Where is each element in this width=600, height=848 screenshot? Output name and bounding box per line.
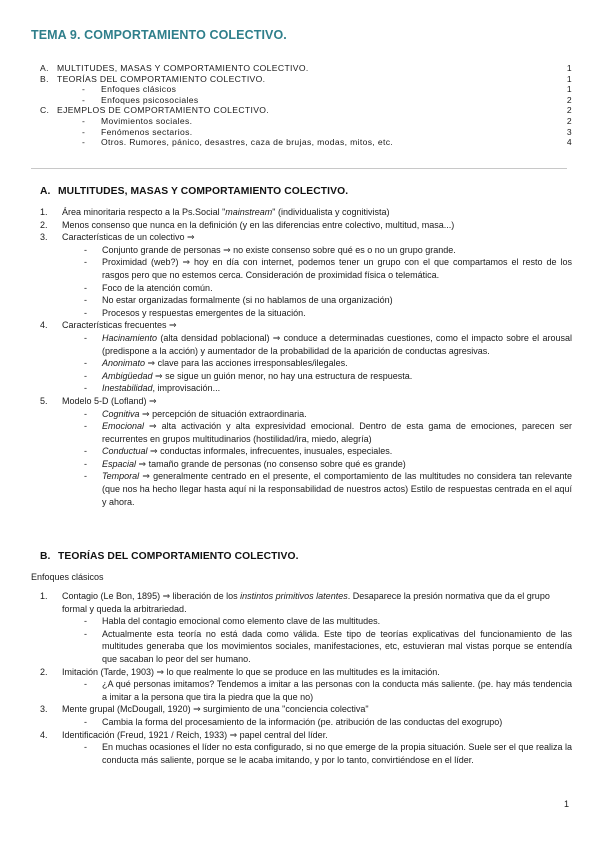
list-item: 1. Contagio (Le Bon, 1895) ⇒ liberación de los instintos primitivos latentes. Desaparece la presión normativa que da el grupo formal y queda la arbitrariedad.	[40, 591, 550, 614]
list-item: 4. Identificación (Freud, 1921 / Reich, 1933) ⇒ papel central del líder.	[40, 729, 328, 740]
toc-subentry[interactable]: - Otros. Rumores, pánico, desastres, caza de brujas, modas, mitos, etc. 4	[82, 137, 572, 148]
sub-item: - Actualmente esta teoría no está dada como válida. Este tipo de teorías explicativas del funcionamiento de las multitudes generaba que los movimientos sociales, manifestaciones, etc, estuvieran mal vistas porque se entendía que sacaban lo peor del ser humano.	[84, 628, 572, 664]
sub-item: - En muchas ocasiones el líder no esta configurado, si no que emerge de la propia situación. Suele ser el que realiza la conducta más saliente, porque se le acaba imitando, y por lo tanto, convirtiéndose en el líder.	[84, 742, 572, 765]
sub-item: - ¿A qué personas imitamos? Tendemos a imitar a las personas con la conducta más saliente. (pe. hay más tendencia a imitar a la persona que tira la piedra que la que no)	[84, 679, 572, 702]
sub-item: - Ambigüedad ⇒ se sigue un guión menor, no hay una estructura de respuesta.	[84, 370, 413, 381]
toc-subentry[interactable]: - Fenómenos sectarios. 3	[82, 126, 572, 137]
section-b-body	[40, 590, 572, 766]
list-item: 5. Modelo 5-D (Lofland) ⇒	[40, 395, 157, 406]
sub-item: - Anonimato ⇒ clave para las acciones irresponsables/ilegales.	[84, 358, 348, 369]
toc-subentry[interactable]: - Enfoques clásicos 1	[82, 84, 572, 95]
sub-item: - Cognitiva ⇒ percepción de situación extraordinaria.	[84, 408, 307, 419]
toc-entry[interactable]: A. MULTITUDES, MASAS Y COMPORTAMIENTO COLECTIVO. 1	[40, 63, 572, 73]
list-item: 2. Menos consenso que nunca en la definición (y en las diferencias entre colectivo, multitud, masa...)	[40, 219, 455, 230]
page-number: 1	[564, 799, 570, 809]
list-item: 4. Características frecuentes ⇒	[40, 320, 177, 331]
list-item: 3. Mente grupal (McDougall, 1920) ⇒ surgimiento de una "conciencia colectiva"	[40, 704, 369, 715]
section-b-heading: B. TEORÍAS DEL COMPORTAMIENTO COLECTIVO.	[40, 551, 299, 562]
toc-subentry[interactable]: - Enfoques psicosociales 2	[82, 94, 572, 105]
list-item: 1. Área minoritaria respecto a la Ps.Social "mainstream" (individualista y cognitivista)	[40, 207, 390, 217]
list-item: 2. Imitación (Tarde, 1903) ⇒ lo que realmente lo que se produce en las multitudes es la imitación.	[40, 666, 440, 677]
sub-item: - Hacinamiento (alta densidad poblacional) ⇒ conduce a determinadas cuestiones, como el impacto sobre el arousal (predispone a la acción) y aumentador de la probabilidad de la aparición de conductas agresivas.	[84, 332, 572, 356]
page-title: TEMA 9. COMPORTAMIENTO COLECTIVO.	[31, 28, 287, 42]
sub-item: - Habla del contagio emocional como elemento clave de las multitudes.	[84, 616, 381, 627]
toc-entry[interactable]: B. TEORÍAS DEL COMPORTAMIENTO COLECTIVO. 1	[40, 73, 572, 84]
section-a-heading: A. MULTITUDES, MASAS Y COMPORTAMIENTO COLECTIVO.	[40, 186, 349, 197]
sub-item: - Conductual ⇒ conductas informales, infrecuentes, inusuales, especiales.	[84, 446, 393, 457]
sub-item: - Proximidad (web?) ⇒ hoy en día con internet, podemos tener un grupo con el que compartamos el resto de los rasgos pero que no estemos cerca. Consideración de proximidad física o telemática.	[84, 257, 572, 280]
table-of-contents	[40, 63, 572, 148]
toc-entry[interactable]: C. EJEMPLOS DE COMPORTAMIENTO COLECTIVO. 2	[40, 105, 572, 116]
sub-item: - Foco de la atención común.	[84, 282, 213, 293]
toc-subentry[interactable]: - Movimientos sociales. 2	[82, 115, 572, 126]
toc-divider	[31, 168, 567, 169]
subsection-heading: Enfoques clásicos	[31, 572, 104, 582]
sub-item: - Cambia la forma del procesamiento de la información (pe. atribución de las conductas del exogrupo)	[84, 716, 503, 727]
sub-item: - Inestabilidad, improvisación...	[84, 383, 221, 394]
section-a-body	[40, 206, 572, 508]
sub-item: - No estar organizadas formalmente (si no hablamos de una organización)	[84, 295, 393, 306]
sub-item: - Emocional ⇒ alta activación y alta expresividad emocional. Dentro de esta gama de emociones, parecen ser recurrentes en grupos multitudinarios (hostilidad/ira, miedo, alegría)	[84, 421, 572, 444]
sub-item: - Espacial ⇒ tamaño grande de personas (no consenso sobre qué es grande)	[84, 458, 406, 469]
list-item: 3. Características de un colectivo ⇒	[40, 232, 195, 243]
sub-item: - Procesos y respuestas emergentes de la situación.	[84, 307, 306, 318]
sub-item: - Conjunto grande de personas ⇒ no existe consenso sobre qué es o no un grupo grande.	[84, 244, 456, 255]
sub-item: - Temporal ⇒ generalmente centrado en el presente, el comportamiento de las multitudes no considera tan relevante (que nos ha hecho llegar hasta aquí ni la responsabilidad de nuestros actos) Estilo de respuestas centrada en el aquí y ahora.	[84, 471, 572, 507]
